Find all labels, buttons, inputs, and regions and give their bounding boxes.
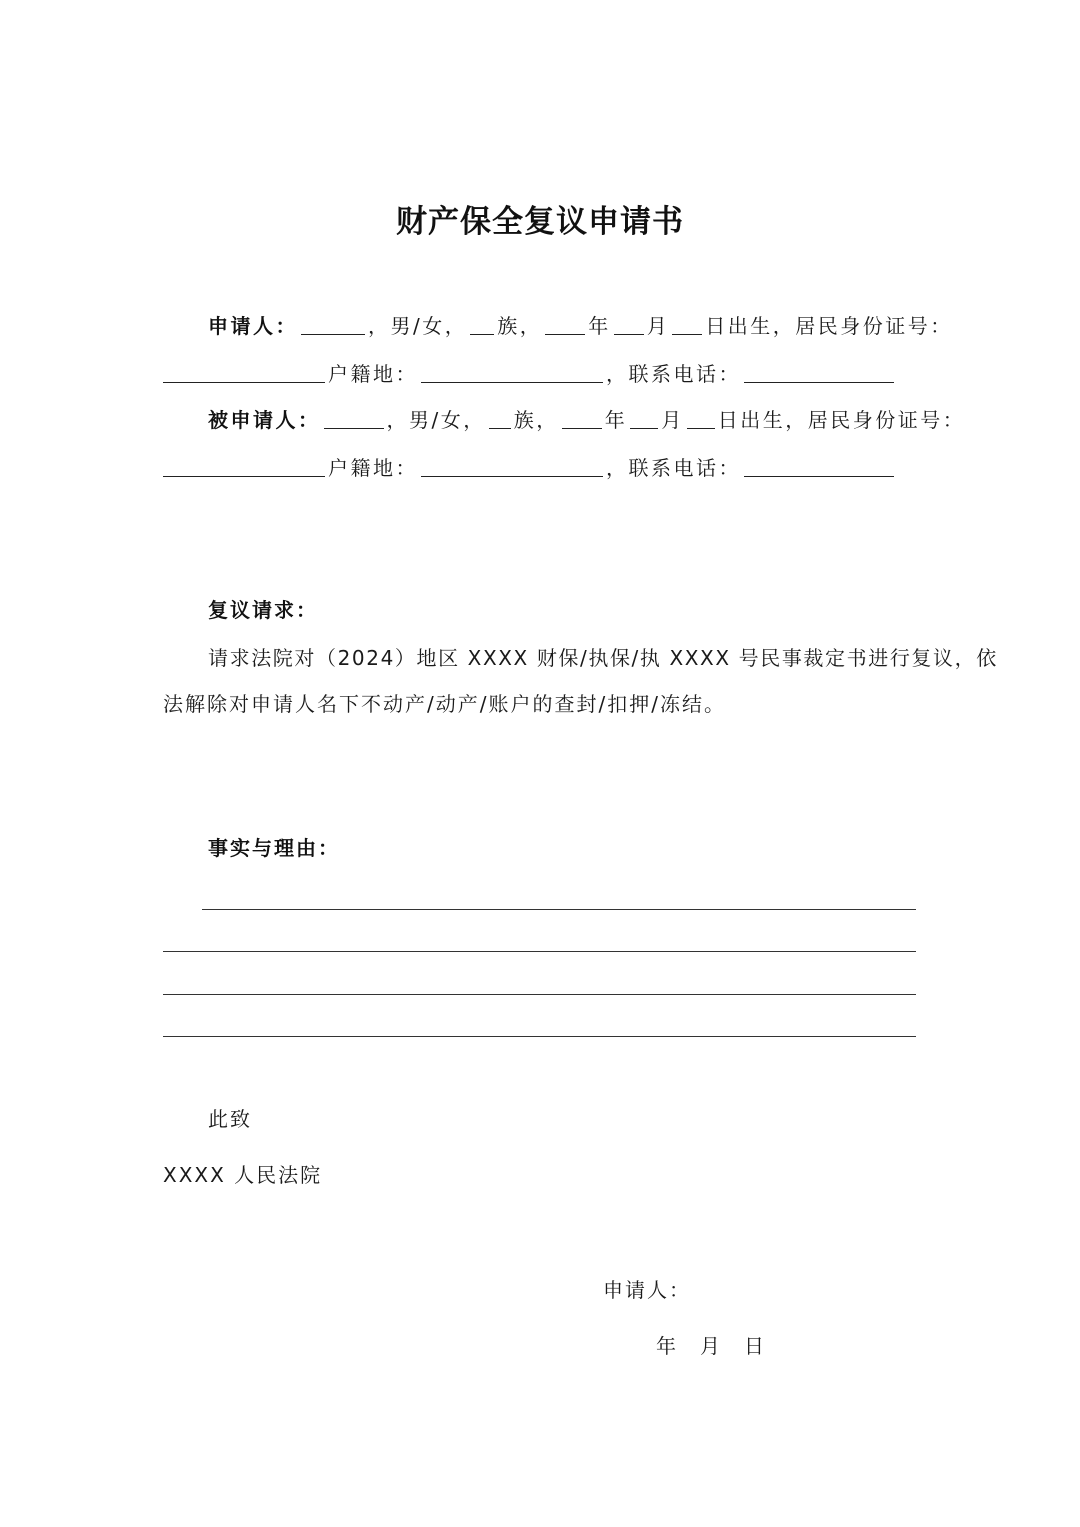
request-heading: 复议请求： bbox=[208, 598, 318, 622]
applicant-month-blank[interactable] bbox=[614, 314, 644, 335]
applicant-birth-id: 日出生，居民身份证号： bbox=[705, 314, 953, 338]
respondent-line-2 bbox=[163, 454, 897, 482]
applicant-household-blank[interactable] bbox=[421, 362, 603, 383]
applicant-year-blank[interactable] bbox=[545, 314, 585, 335]
applicant-id-blank[interactable] bbox=[163, 362, 325, 383]
facts-line-3[interactable] bbox=[163, 994, 916, 995]
respondent-year-blank[interactable] bbox=[562, 408, 602, 429]
applicant-household: 户籍地： bbox=[328, 362, 418, 386]
respondent-month: 月 bbox=[661, 408, 684, 432]
respondent-line-1 bbox=[208, 406, 965, 434]
respondent-id-blank[interactable] bbox=[163, 456, 325, 477]
applicant-line-1 bbox=[208, 312, 953, 340]
facts-line-1[interactable] bbox=[202, 909, 916, 910]
applicant-phone-blank[interactable] bbox=[744, 362, 894, 383]
document-title: 财产保全复议申请书 bbox=[396, 204, 684, 240]
facts-heading: 事实与理由： bbox=[208, 836, 340, 860]
respondent-year: 年 bbox=[604, 408, 628, 432]
respondent-phone-blank[interactable] bbox=[744, 456, 894, 477]
facts-line-4[interactable] bbox=[163, 1036, 916, 1037]
applicant-line-2 bbox=[163, 360, 897, 388]
salutation: 此致 bbox=[208, 1107, 252, 1131]
applicant-ethnicity-blank[interactable] bbox=[470, 314, 494, 335]
respondent-household-blank[interactable] bbox=[421, 456, 603, 477]
applicant-month: 月 bbox=[646, 314, 670, 338]
date-year: 年 bbox=[656, 1334, 678, 1358]
facts-line-2[interactable] bbox=[163, 951, 916, 952]
respondent-label: 被申请人： bbox=[208, 408, 321, 432]
request-text-line-2: 法解除对申请人名下不动产/动产/账户的查封/扣押/冻结。 bbox=[163, 692, 726, 716]
applicant-phone: ，联系电话： bbox=[606, 362, 741, 386]
respondent-ethnicity: 族， bbox=[513, 408, 559, 432]
respondent-day-blank[interactable] bbox=[687, 408, 715, 429]
respondent-month-blank[interactable] bbox=[630, 408, 658, 429]
respondent-household: 户籍地： bbox=[328, 456, 418, 480]
applicant-year: 年 bbox=[588, 314, 611, 338]
request-text-line-1: 请求法院对（2024）地区 XXXX 财保/执保/执 XXXX 号民事裁定书进行复议，依 bbox=[208, 646, 998, 670]
respondent-gender: ，男/女， bbox=[386, 408, 486, 432]
signature-label: 申请人： bbox=[603, 1278, 691, 1302]
respondent-phone: ，联系电话： bbox=[606, 456, 741, 480]
court-name: XXXX 人民法院 bbox=[163, 1163, 323, 1187]
applicant-ethnicity: 族， bbox=[497, 314, 543, 338]
respondent-birth-id: 日出生，居民身份证号： bbox=[717, 408, 966, 432]
applicant-name-blank[interactable] bbox=[301, 314, 365, 335]
respondent-name-blank[interactable] bbox=[324, 408, 384, 429]
applicant-gender: ，男/女， bbox=[368, 314, 468, 338]
applicant-label: 申请人： bbox=[208, 314, 298, 338]
respondent-ethnicity-blank[interactable] bbox=[489, 408, 511, 429]
applicant-day-blank[interactable] bbox=[672, 314, 702, 335]
date-day: 日 bbox=[744, 1334, 766, 1358]
date-month: 月 bbox=[700, 1334, 722, 1358]
